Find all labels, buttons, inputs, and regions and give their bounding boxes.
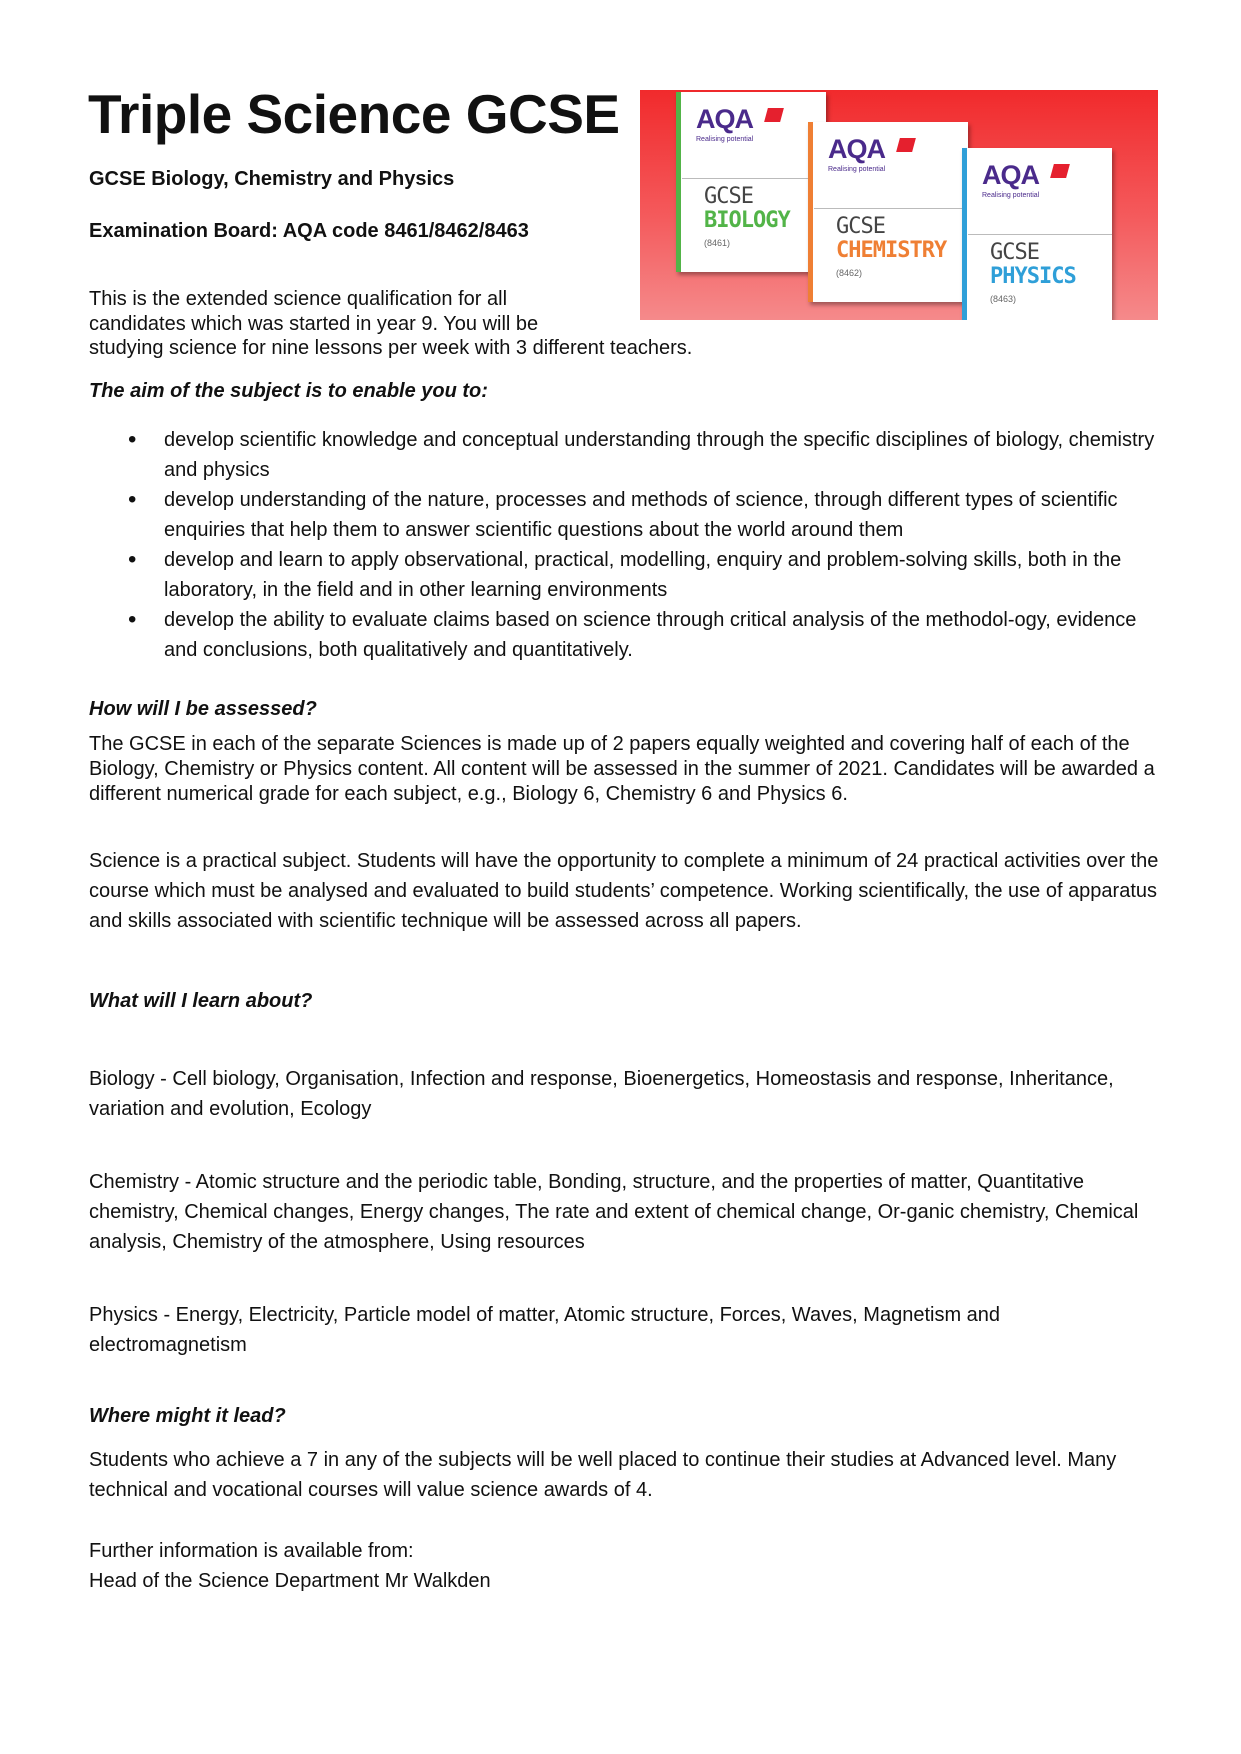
further-info-line: Further information is available from:: [89, 1540, 414, 1562]
exam-board: Examination Board: AQA code 8461/8462/8463: [89, 220, 529, 242]
learn-chemistry: Chemistry - Atomic structure and the periodic table, Bonding, structure, and the properties of matter, Quantitative chemistry, Chemical changes, Energy changes, The rate and extent of chemical change, Or-ganic chemistry, Chemical analysis, Chemistry of the atmosphere, Using resources: [89, 1171, 1139, 1253]
contact-line: Head of the Science Department Mr Walkden: [89, 1570, 491, 1592]
intro-line: This is the extended science qualification for all: [89, 288, 508, 310]
book-gcse-label: GCSE: [704, 184, 753, 209]
aqa-logo: AQA: [982, 160, 1039, 190]
learn-heading: What will I learn about?: [89, 990, 313, 1012]
assessment-heading: How will I be assessed?: [89, 698, 317, 720]
book-divider: [814, 208, 968, 209]
book-subject: PHYSICS: [990, 264, 1076, 289]
book-gcse-label: GCSE: [990, 240, 1039, 265]
aqa-books-image: [640, 90, 1158, 320]
page-title: Triple Science GCSE: [88, 83, 620, 145]
book-divider: [968, 234, 1112, 235]
book-stripe: [808, 122, 813, 302]
aims-list: [128, 425, 1158, 665]
biology-book-cover: [676, 92, 826, 272]
assessment-paragraph-practical: Science is a practical subject. Students will have the opportunity to complete a minimum of 24 practical activities over the course which must be analysed and evaluated to build students’ competence. Working scientifically, the use of apparatus and skills associated with scientific technique will be assessed across all papers.: [89, 850, 1159, 932]
aqa-logo: AQA: [828, 134, 885, 164]
book-tagline: Realising potential: [696, 136, 754, 143]
book-tagline: Realising potential: [982, 192, 1040, 199]
aims-heading: The aim of the subject is to enable you to:: [89, 380, 488, 402]
list-item: • develop and learn to apply observational, practical, modelling, enquiry and problem-solving skills, both in the laboratory, in the field and in other learning environments: [128, 545, 1158, 605]
lead-heading: Where might it lead?: [89, 1405, 286, 1427]
chemistry-book-cover: [808, 122, 968, 302]
book-divider: [682, 178, 826, 179]
learn-biology: Biology - Cell biology, Organisation, Infection and response, Bioenergetics, Homeostasis and response, Inheritance, variation and evolution, Ecology: [89, 1068, 1114, 1120]
lead-paragraph: Students who achieve a 7 in any of the subjects will be well placed to continue their studies at Advanced level. Many technical and vocational courses will value science awards of 4.: [89, 1449, 1117, 1501]
book-code: (8463): [990, 294, 1017, 304]
list-item: • develop the ability to evaluate claims based on science through critical analysis of the methodol-ogy, evidence and conclusions, both qualitatively and quantitatively.: [128, 605, 1158, 665]
book-code: (8461): [704, 238, 731, 248]
list-item: • develop understanding of the nature, processes and methods of science, through different types of scientific enquiries that help them to answer scientific questions about the world around them: [128, 485, 1158, 545]
page-subtitle: GCSE Biology, Chemistry and Physics: [89, 168, 455, 190]
aqa-logo: AQA: [696, 104, 753, 134]
intro-line: studying science for nine lessons per week with 3 different teachers.: [89, 337, 693, 359]
aqa-logo-mark-icon: [764, 108, 784, 122]
book-gcse-label: GCSE: [836, 214, 885, 239]
book-code: (8462): [836, 268, 863, 278]
learn-physics: Physics - Energy, Electricity, Particle model of matter, Atomic structure, Forces, Waves, Magnetism and electromagnetism: [89, 1304, 1001, 1356]
intro-line: candidates which was started in year 9. You will be: [89, 312, 539, 335]
aqa-logo-mark-icon: [1050, 164, 1070, 178]
further-information: [89, 1536, 1159, 1596]
list-item: • develop scientific knowledge and conceptual understanding through the specific disciplines of biology, chemistry and physics: [128, 425, 1158, 485]
intro-paragraph: [89, 287, 1139, 361]
aqa-logo-mark-icon: [896, 138, 916, 152]
assessment-paragraph-papers: The GCSE in each of the separate Sciences is made up of 2 papers equally weighted and covering half of each of the Biology, Chemistry or Physics content. All content will be assessed in the summer of 2021. Candidates will be awarded a different numerical grade for each subject, e.g., Biology 6, Chemistry 6 and Physics 6.: [89, 733, 1155, 805]
book-subject: BIOLOGY: [704, 208, 790, 233]
book-stripe: [676, 92, 681, 272]
book-subject: CHEMISTRY: [836, 238, 947, 263]
book-tagline: Realising potential: [828, 166, 886, 173]
